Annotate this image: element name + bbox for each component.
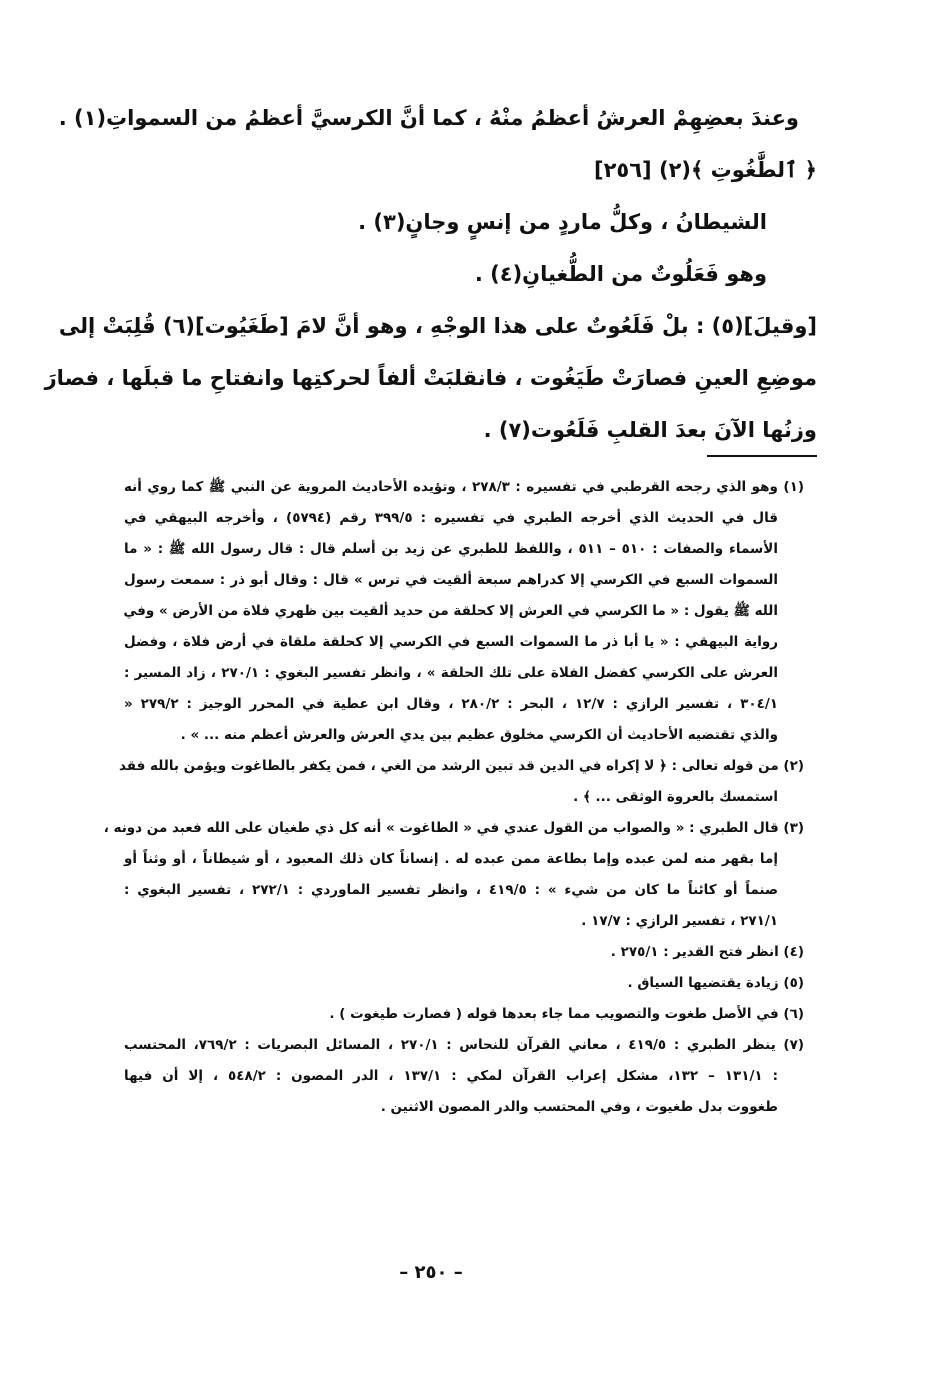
footnote-line: والذي تقتضيه الأحاديث أن الكرسي مخلوق عظيم بين يدي العرش والعرش أعظم منه ... » . xyxy=(180,727,778,743)
footnotes xyxy=(103,472,804,1123)
main-line: وزنُها الآنَ بعدَ القلبِ فَلَعُوت(٧) . xyxy=(483,418,817,442)
main-line: الشيطانُ ، وكلُّ ماردٍ من إنسٍ وجانٍ(٣) . xyxy=(358,210,767,234)
main-line: وهو فَعَلُوتٌ من الطُّغيانِ(٤) . xyxy=(474,262,767,286)
footnote-line: العرش على الكرسي كفضل الفلاة على تلك الحلقة » ، وانظر تفسير البغوي : ٢٧٠/١ ، زاد المسير : xyxy=(124,665,778,681)
footnote-line: (٥) زيادة يقتضيها السياق . xyxy=(627,975,804,991)
footnote-line: استمسك بالعروة الوثقى ... ﴾ . xyxy=(573,789,778,805)
footnote-divider xyxy=(707,455,817,457)
footnote-line: إما بقهر منه لمن عبده وإما بطاعة ممن عبده له . إنساناً كان ذلك المعبود ، أو شيطاناً ، أو وثناً أو xyxy=(124,851,778,867)
page-number: – ٢٥٠ – xyxy=(399,1262,463,1283)
main-line: [وقيلَ](٥) : بلْ فَلَعُوتٌ على هذا الوجْهِ ، وهو أنَّ لامَ [طَغَيُوت](٦) قُلِبَتْ إلى xyxy=(58,314,817,338)
footnote-line: الأسماء والصفات : ٥١٠ – ٥١١ ، واللفظ للطبري عن زيد بن أسلم قال : قال رسول الله ﷺ : « ما xyxy=(124,541,778,557)
footnote-line: قال في الحديث الذي أخرجه الطبري في تفسيره : ٣٩٩/٥ رقم (٥٧٩٤) ، وأخرجه البيهقي في xyxy=(124,510,778,526)
footnote-line: (٦) في الأصل طغوت والتصويب مما جاء بعدها قوله ( فصارت طيغوت ) . xyxy=(329,1006,804,1022)
main-line: موضِعِ العينِ فصارَتْ طَيَغُوت ، فانقلبَتْ ألفاً لحركتِها وانفتاحِ ما قبلَها ، فصارَ xyxy=(44,366,817,390)
footnote-line: رواية البيهقي : « يا أبا ذر ما السموات السبع في الكرسي إلا كحلقة ملقاة في أرض فلاة ، وفضل xyxy=(124,634,778,650)
main-line: وعندَ بعضِهِمْ العرشُ أعظمُ منْهُ ، كما أنَّ الكرسيَّ أعظمُ من السمواتِ(١) . xyxy=(58,106,799,130)
footnote-line: ٣٠٤/١ ، تفسير الرازي : ١٢/٧ ، البحر : ٢٨٠/٢ ، وقال ابن عطية في المحرر الوجيز : ٢٧٩/٢ « xyxy=(124,696,779,712)
footnote-line: : ١٣١/١ – ١٣٢، مشكل إعراب القرآن لمكي : ١٣٧/١ ، الدر المصون : ٥٤٨/٢ ، إلا أن فيها xyxy=(124,1068,778,1084)
footnote-line: ٢٧١/١ ، تفسير الرازي : ١٧/٧ . xyxy=(581,913,778,929)
footnote-line: صنماً أو كائناً ما كان من شيء » : ٤١٩/٥ ، وانظر تفسير الماوردي : ٢٧٢/١ ، تفسير البغوي : xyxy=(124,882,778,898)
footnote-line: (٢) من قوله تعالى : ﴿ لا إكراه في الدين قد تبين الرشد من الغي ، فمن يكفر بالطاغوت ويؤمن بالله فقد xyxy=(119,758,804,774)
footnote-line: (٣) قال الطبري : « والصواب من القول عندي في « الطاغوت » أنه كل ذي طغيان على الله فعبد من دونه ، xyxy=(103,820,804,836)
footnote-line: السموات السبع في الكرسي إلا كدراهم سبعة ألقيت في ترس » قال : وقال أبو ذر : سمعت رسول xyxy=(124,572,778,588)
footnote-line: (٧) ينظر الطبري : ٤١٩/٥ ، معاني القرآن للنحاس : ٢٧٠/١ ، المسائل البصريات : ٧٦٩/٢، المحتسب xyxy=(124,1037,804,1053)
verse-heading: ﴿ ٱلطَّٰغُوتِ ﴾(٢) [٢٥٦] xyxy=(593,158,817,182)
footnote-line: (٤) انظر فتح القدير : ٢٧٥/١ . xyxy=(610,944,804,960)
footnote-line: الله ﷺ يقول : « ما الكرسي في العرش إلا كحلقة من حديد ألقيت بين ظهري فلاة من الأرض » وفي xyxy=(123,603,778,619)
footnote-line: طغووت بدل طغيوت ، وفي المحتسب والدر المصون الاثنين . xyxy=(380,1099,778,1115)
main-text xyxy=(44,92,817,456)
footnote-line: (١) وهو الذي رجحه القرطبي في تفسيره : ٢٧٨/٣ ، وتؤيده الأحاديث المروية عن النبي ﷺ كما روي أنه xyxy=(124,479,804,495)
